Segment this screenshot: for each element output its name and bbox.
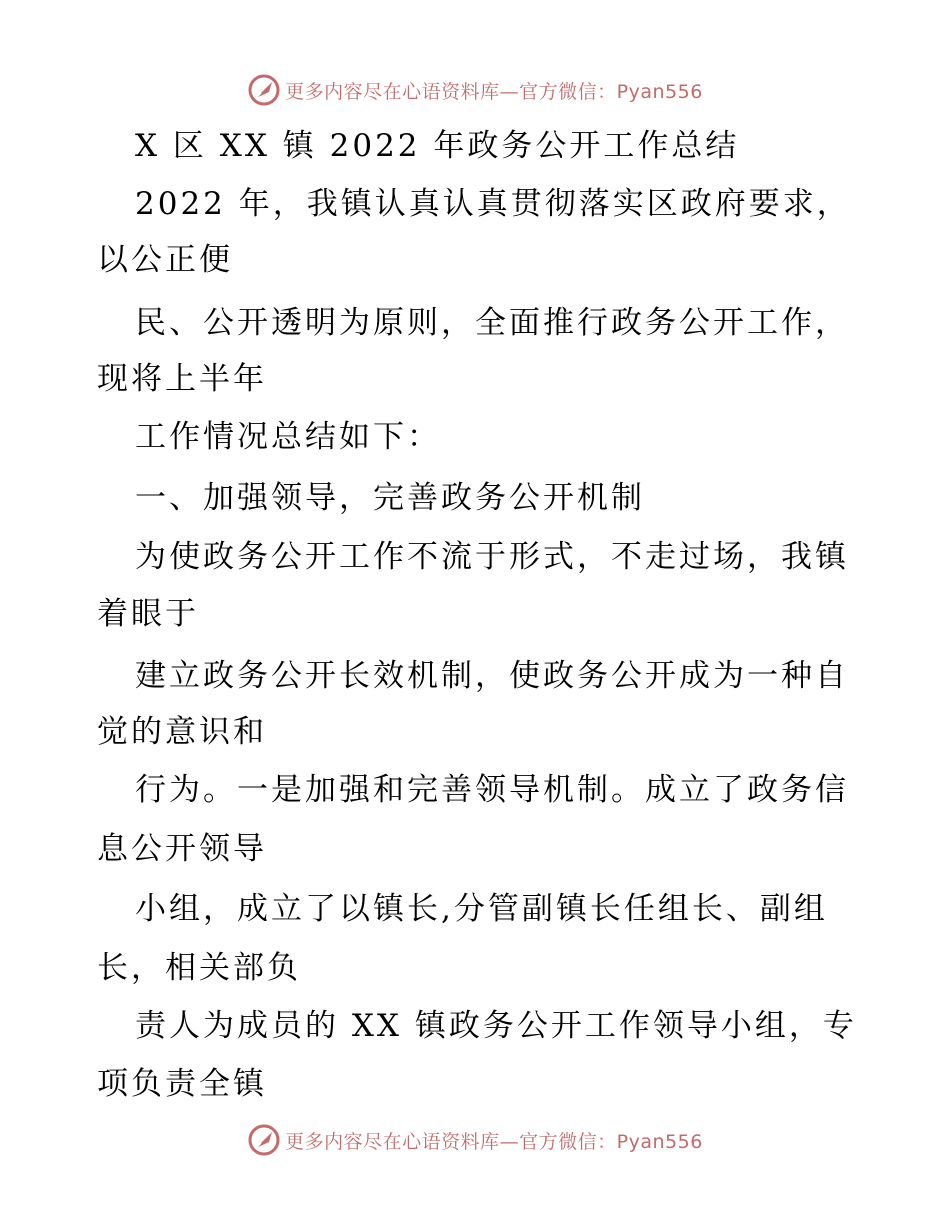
text-line: 为使政务公开工作不流于形式，不走过场，我镇: [135, 539, 849, 575]
text-line: 建立政务公开长效机制，使政务公开成为一种自: [135, 658, 849, 694]
text-line: 觉的意识和: [97, 714, 267, 750]
text-line: 小组，成立了以镇长,分管副镇长任组长、副组: [135, 891, 828, 927]
text-line: 长，相关部负: [97, 950, 301, 986]
watermark-text: 更多内容尽在心语资料库—官方微信：Pyan556: [285, 1130, 703, 1153]
text-line: 行为。一是加强和完善领导机制。成立了政务信: [135, 772, 849, 808]
watermark-text: 更多内容尽在心语资料库—官方微信：Pyan556: [285, 80, 703, 103]
text-line: 责人为成员的 XX 镇政务公开工作领导小组，专: [135, 1008, 857, 1044]
quill-logo-icon: [247, 1123, 281, 1157]
text-line: 息公开领导: [97, 831, 267, 867]
quill-logo-icon: [247, 73, 281, 107]
text-line: 项负责全镇: [97, 1066, 267, 1102]
header-watermark: [0, 70, 950, 110]
section-heading: 一、加强领导，完善政务公开机制: [135, 480, 645, 516]
text-line: 现将上半年: [97, 361, 267, 397]
document-title: X 区 XX 镇 2022 年政务公开工作总结: [135, 128, 740, 164]
text-line: 以公正便: [97, 242, 233, 278]
text-line: 着眼于: [97, 596, 199, 632]
text-line: 2022 年，我镇认真认真贯彻落实区政府要求，: [135, 186, 851, 222]
text-line: 民、公开透明为原则，全面推行政务公开工作，: [135, 305, 849, 341]
footer-watermark: [0, 1120, 950, 1160]
text-line: 工作情况总结如下：: [135, 419, 441, 455]
